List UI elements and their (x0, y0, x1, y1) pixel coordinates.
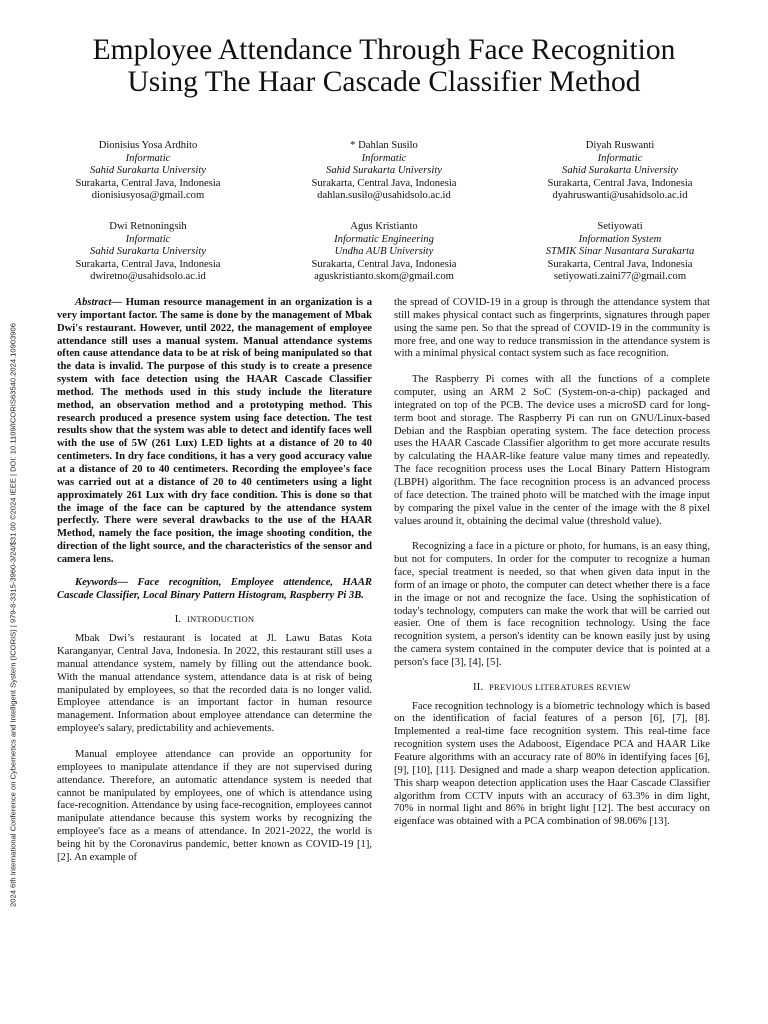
author-email: aguskristianto.skom@gmail.com (314, 271, 454, 283)
author-dept: Informatic Engineering (334, 233, 434, 245)
conference-sidebar (6, 270, 20, 960)
author-block (30, 140, 266, 203)
author-city: Surakarta, Central Java, Indonesia (75, 258, 221, 270)
authors-row-1 (30, 140, 738, 203)
author-block (502, 221, 738, 284)
paragraph: The Raspberry Pi comes with all the functions of a complete computer, using an ARM 2 SoC (System-on-a-chip) packaged and integrated on top of the PCB. The device uses a microSD card for long-term boot and storage. The Raspberry Pi can run on GNU/Linux-based Debian and the Raspbian operating system. The face detection process uses the HAAR Cascade Classifier algorithm to get more accurate results by calculating the HAAR-like feature value many times and repeatedly. The face recognition process uses the Local Binary Pattern Histogram (LBPH) algorithm. The face recognition process is an advanced process of face detection. The trained photo will be matched with the image input by comparing the pixel value in the center of the image with the 8 pixel values around it, obtaining the decimal value (threshold value). (394, 374, 710, 527)
author-name: Setiyowati (597, 221, 643, 232)
author-email: setiyowati.zaini77@gmail.com (553, 271, 687, 283)
section-heading-literature-review (394, 681, 710, 695)
author-email: dwiretno@usahidsolo.ac.id (90, 271, 206, 283)
title-line-2: Using The Haar Cascade Classifier Method (127, 66, 641, 98)
right-column (394, 297, 710, 829)
left-column (57, 297, 372, 865)
paper-title (40, 34, 728, 98)
paragraph: Manual employee attendance can provide an opportunity for employees to manipulate attendance if they are not supervised during attendance. Therefore, an automatic attendance system is needed that cannot be manipulated by employees, one of which is attendance using face-recognition. Attendance by using face-recognition, employees cannot manipulate attendance because this system works by recognizing the employee's face as a means of attendance. In 2021-2022, the world is being hit by the Coronavirus pandemic, better known as COVID-19 [1], [2]. An example of (57, 749, 372, 863)
section-number: I. (174, 614, 182, 626)
author-dept: Informatic (597, 152, 643, 164)
author-city: Surakarta, Central Java, Indonesia (311, 258, 457, 270)
author-block (266, 140, 502, 203)
author-block (30, 221, 266, 284)
author-univ: Sahid Surakarta University (90, 165, 206, 177)
section-heading-introduction (57, 613, 372, 627)
title-line-1: Employee Attendance Through Face Recognition (92, 34, 676, 66)
author-email: dahlan.susilo@usahidsolo.ac.id (317, 190, 451, 202)
author-block (502, 140, 738, 203)
author-email: dionisiusyosa@gmail.com (91, 190, 205, 202)
author-dept: Informatic (125, 152, 171, 164)
author-email: dyahruswanti@usahidsolo.ac.id (552, 190, 688, 202)
author-univ: Sahid Surakarta University (562, 165, 678, 177)
abstract-text: Human resource management in an organization is a very important factor. The same is done by the management of Mbak Dwi's restaurant. However, until 2022, the management of employee attendance still uses a manual system. Manual attendance systems often cause attendance data to be at risk of being manipulated so that the data is invalid. The purpose of this study is to create a presence system with face detection using the HAAR Cascade Classifier method. The methods used in this study include the literature method, an observation method and a prototyping method. This research produced a presence system using face detection. The test results show that the system was able to detect and identify faces well with the use of 5W (261 Lux) LED lights at a distance of 20 to 40 centimeters. In dry face conditions, it has a very good accuracy value at a distance of 20 to 40 centimeters. Recording the employee's face was carried out at a distance of 20 to 40 centimeters using a light approximately 261 Lux with dry face condition. This is done so that the image of the face can be captured by the attendance system perfectly. There were several drawbacks to the use of the HAAR Method, namely the face position, the image shooting condition, the direction of the light source, and the characteristics of the sensor and camera lens. (57, 297, 372, 565)
authors-row-2 (30, 221, 738, 284)
keywords: Keywords— Face recognition, Employee attendence, HAAR Cascade Classifier, Local Binary Pattern Histogram, Raspberry Pi 3B. (57, 576, 372, 601)
author-name: Dwi Retnoningsih (109, 221, 187, 232)
sidebar-text: 2024 6th International Conference on Cybernetics and Intelligent System (ICORIS) | 979-8-3315-3960-3/24/$31.00 ©2024 IEEE | DOI: 10.1109/ICORIS63540.2024.10903906 (8, 323, 18, 907)
author-name: Dionisius Yosa Ardhito (98, 140, 198, 151)
section-number: II. (473, 681, 484, 693)
author-city: Surakarta, Central Java, Indonesia (547, 177, 693, 189)
author-name: * Dahlan Susilo (350, 140, 418, 151)
paragraph: Mbak Dwi’s restaurant is located at Jl. Lawu Batas Kota Karanganyar, Central Java, Indonesia. In 2022, this restaurant still uses a manual attendance system, namely by filling out the attendance book. With the manual attendance system, attendance data is at risk of being manipulated by employees, so that the recorded data is no longer valid. Employee attendance is an important factor in human resource management. Information about employee attendance can determine the employee's salary, predictability and achievements. (57, 633, 372, 735)
author-dept: Informatic (361, 152, 407, 164)
author-name: Agus Kristianto (350, 221, 418, 232)
author-dept: Informatic (125, 233, 171, 245)
section-title: INTRODUCTION (186, 614, 255, 625)
author-city: Surakarta, Central Java, Indonesia (547, 258, 693, 270)
author-city: Surakarta, Central Java, Indonesia (311, 177, 457, 189)
author-univ: Sahid Surakarta University (90, 246, 206, 258)
author-univ: Undha AUB University (334, 246, 434, 258)
author-univ: Sahid Surakarta University (326, 165, 442, 177)
paragraph: Recognizing a face in a picture or photo, for humans, is an easy thing, but not for computers. In order for the computer to recognize a human face, special treatment is needed, so that when given data input in the form of an image or photo, the computer can detect whether there is a face in the image or not and recognize the face. Using the sophistication of today's technology, computers can make the work that will be carried out easier. One of them is face recognition technology. Using the face recognition system, a person's identity can be known easily just by using the camera system contained in the computer device that is pointed at a person's face [3], [4], [5]. (394, 541, 710, 668)
author-name: Diyah Ruswanti (585, 140, 655, 151)
paragraph: Face recognition technology is a biometric technology which is based on the identification of facial features of a person [6], [7], [8]. Implemented a real-time face recognition system. This real-time face recognition system uses the Adaboost, Eigendace PCA and HAAR Like Feature algorithms with an accuracy rate of 80% in identifying faces [6], [9], [10], [11]. Designed and made a sharp weapon detection application. This sharp weapon detection application uses the Haar Cascade Classifier algorithm from CCTV inputs with an accuracy of 63.3% in dim light, 70% in normal light and 86% in bright light [12]. The best accuracy on eigenface was obtained with a PCA combination of 98.06% [13]. (394, 700, 710, 828)
section-title: PREVIOUS LITERATURES REVIEW (489, 681, 631, 692)
author-univ: STMIK Sinar Nusantara Surakarta (545, 246, 695, 258)
author-city: Surakarta, Central Java, Indonesia (75, 177, 221, 189)
abstract (57, 297, 372, 567)
author-dept: Information System (578, 233, 662, 245)
author-block (266, 221, 502, 284)
abstract-label: Abstract— (75, 297, 123, 308)
paragraph: the spread of COVID-19 in a group is through the attendance system that still makes physical contact such as fingerprints, signatures through paper using the same pen. So that the spread of COVID-19 in the community is more free, and one way to reduce transmission in the attendance system is with a minimal physical contact system such as face recognition. (394, 297, 710, 360)
